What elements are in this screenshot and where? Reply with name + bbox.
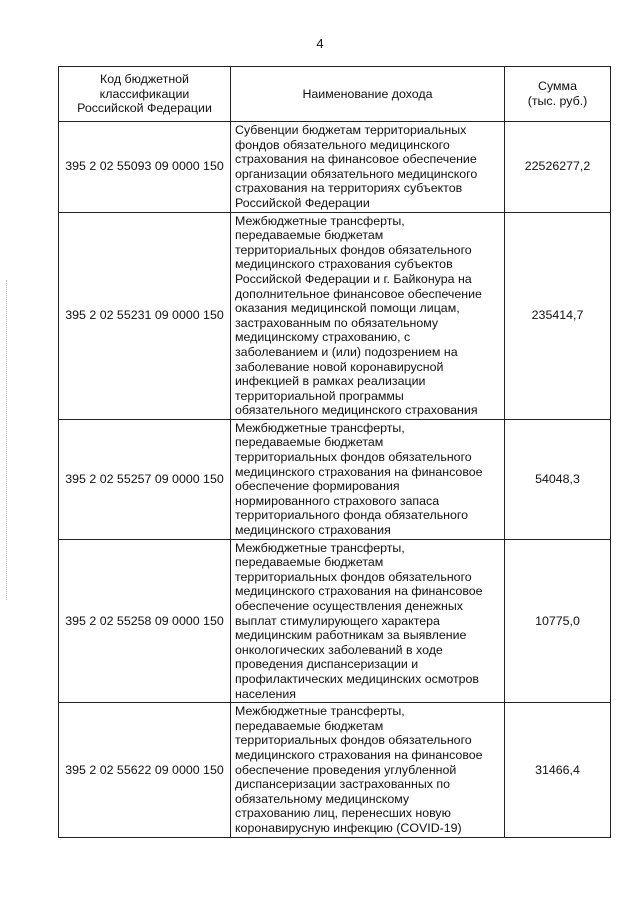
revenue-name-line: заболевание новой коронавирусной [235,359,444,374]
revenue-name-line: передаваемые бюджетам [235,435,384,450]
revenue-name-line: страхования на финансовое обеспечение [235,152,477,167]
table-row [59,419,611,539]
revenue-name-line: дополнительное финансовое обеспечение [235,286,482,301]
revenue-name-line: организации обязательного медицинского [235,166,478,181]
revenue-name-line: диспансеризации застрахованных по [235,777,450,792]
amount-cell: 10775,0 [505,539,611,703]
page-number: 4 [316,36,324,51]
revenue-name-line: Межбюджетные трансферты, [235,420,405,435]
revenue-name-line: обеспечение осуществления денежных [235,599,463,613]
amount-cell: 22526277,2 [505,122,611,213]
revenue-name-line: территориальной программы [235,388,404,403]
budget-code-cell: 395 2 02 55257 09 0000 150 [59,419,231,539]
header-sum-line: (тыс. руб.) [527,94,588,108]
revenue-name-line: Межбюджетные трансферты, [235,213,405,228]
revenue-name-line: передаваемые бюджетам [235,555,384,570]
revenue-name-line: медицинского страхования на финансовое [235,747,483,762]
revenue-name-line: коронавирусную инфекцию (COVID-19) [235,820,462,835]
revenue-name-line: выплат стимулирующего характера [235,613,440,628]
revenue-name-line: оказания медицинской помощи лицам, [235,301,460,316]
revenue-name-line: медицинскому страхованию, с [235,330,411,345]
table-row [59,122,611,213]
revenue-name-cell [231,539,505,703]
revenue-name-cell [231,122,505,213]
revenue-name-line: Межбюджетные трансферты, [235,704,405,719]
header-sum [505,67,611,122]
revenue-name-line: обязательного медицинского страхования [235,403,478,418]
amount-cell: 54048,3 [505,419,611,539]
revenue-name-line: страхованию лиц, перенесших новую [235,806,451,821]
header-code-line: классификации [99,86,190,101]
revenue-name-line: медицинского страхования субъектов [235,257,453,272]
revenue-name-line: обязательному медицинскому [235,791,410,806]
revenue-name-line: территориальных фондов обязательного [235,733,472,748]
revenue-table [58,66,611,838]
revenue-name-line: территориальных фондов обязательного [235,242,472,257]
budget-code-cell: 395 2 02 55258 09 0000 150 [59,539,231,703]
table-row [59,703,611,837]
revenue-name-line: инфекцией в рамках реализации [235,374,426,389]
header-name-line: Наименование дохода [302,86,433,101]
revenue-name-line: медицинского страхования на финансовое [235,464,483,479]
revenue-name-line: страхования на территориях субъектов [235,181,463,196]
revenue-name-line: обеспечение формирования [235,479,400,494]
table-header-row [59,67,611,122]
revenue-name-line: передаваемые бюджетам [235,228,384,243]
revenue-name-line: онкологических заболеваний в ходе [235,642,443,657]
header-code-line: Российской Федерации [77,101,212,116]
revenue-name-line: нормированного страхового запаса [235,493,440,508]
table-row [59,539,611,703]
header-code [59,67,231,122]
revenue-name-line: территориального фонда обязательного [235,508,469,523]
header-name [231,67,505,122]
revenue-name-line: обеспечение проведения углубленной [235,762,457,777]
revenue-name-cell [231,419,505,539]
revenue-name-line: заболеванием и (или) подозрением на [235,344,458,359]
table-row [59,212,611,419]
revenue-name-line: медицинского страхования на финансовое [235,584,483,599]
table-body [59,122,611,838]
amount-cell: 31466,4 [505,703,611,837]
revenue-name-line: проведения диспансеризации и [235,657,419,672]
revenue-name-line: фондов обязательного медицинского [235,137,450,152]
amount-cell: 235414,7 [505,212,611,419]
revenue-name-line: населения [235,686,297,701]
header-sum-line: Сумма [538,79,577,94]
revenue-name-line: Межбюджетные трансферты, [235,540,405,555]
revenue-name-line: профилактических медицинских осмотров [235,671,479,686]
revenue-name-cell [231,703,505,837]
revenue-name-cell [231,212,505,419]
revenue-name-line: Субвенции бюджетам территориальных [235,123,467,137]
revenue-name-line: территориальных фондов обязательного [235,569,472,584]
revenue-name-line: Российской Федерации [235,195,370,210]
scan-margin-marks [6,280,9,600]
revenue-name-line: Российской Федерации и г. Байконура на [235,271,472,286]
revenue-name-line: передаваемые бюджетам [235,718,384,733]
revenue-name-line: медицинского страхования [235,523,391,538]
budget-code-cell: 395 2 02 55622 09 0000 150 [59,703,231,837]
header-code-line: Код бюджетной [100,72,189,87]
revenue-name-line: застрахованным по обязательному [235,315,439,330]
budget-code-cell: 395 2 02 55231 09 0000 150 [59,212,231,419]
revenue-name-line: территориальных фондов обязательного [235,450,472,465]
revenue-name-line: медицинским работникам за выявление [235,628,467,643]
budget-code-cell: 395 2 02 55093 09 0000 150 [59,122,231,213]
